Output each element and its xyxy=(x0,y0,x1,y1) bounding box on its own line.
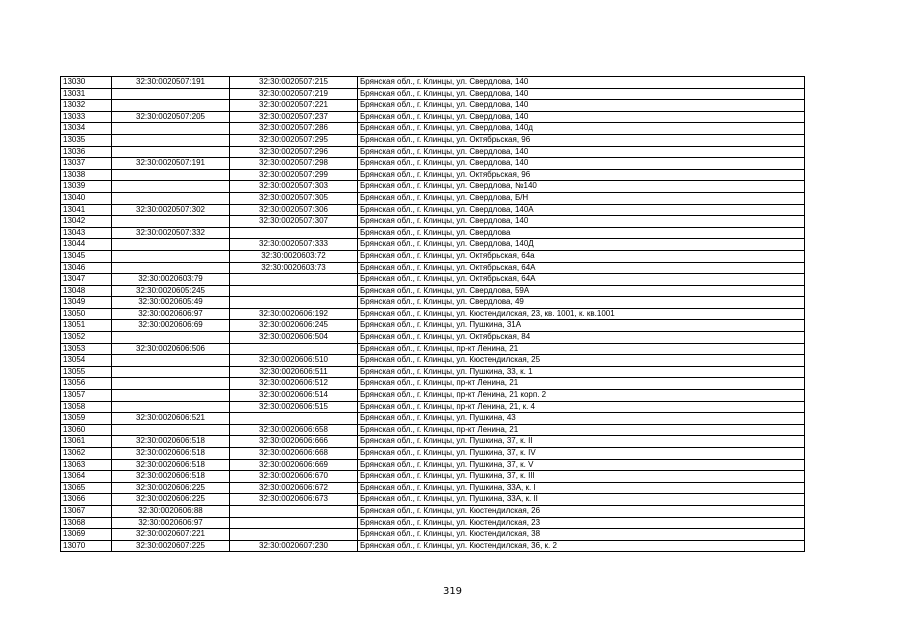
cadastral-number-cell: 32:30:0020606:192 xyxy=(230,308,358,320)
row-number-cell: 13039 xyxy=(61,181,112,193)
row-number-cell: 13048 xyxy=(61,285,112,297)
table-row xyxy=(61,158,805,170)
address-cell: Брянская обл., г. Клинцы, ул. Кюстендилская, 36, к. 2 xyxy=(358,540,805,552)
parent-cadastral-number-cell xyxy=(112,88,230,100)
row-number-cell: 13060 xyxy=(61,424,112,436)
parent-cadastral-number-cell xyxy=(112,100,230,112)
address-cell: Брянская обл., г. Клинцы, ул. Пушкина, 33, к. 1 xyxy=(358,366,805,378)
address-cell: Брянская обл., г. Клинцы, ул. Свердлова, 140 xyxy=(358,77,805,89)
row-number-cell: 13050 xyxy=(61,308,112,320)
address-cell: Брянская обл., г. Клинцы, пр-кт Ленина, 21 xyxy=(358,424,805,436)
address-cell: Брянская обл., г. Клинцы, ул. Пушкина, 37, к. II xyxy=(358,436,805,448)
parent-cadastral-number-cell xyxy=(112,169,230,181)
address-cell: Брянская обл., г. Клинцы, ул. Пушкина, 31А xyxy=(358,320,805,332)
parent-cadastral-number-cell xyxy=(112,366,230,378)
row-number-cell: 13041 xyxy=(61,204,112,216)
row-number-cell: 13051 xyxy=(61,320,112,332)
address-cell: Брянская обл., г. Клинцы, ул. Пушкина, 43 xyxy=(358,413,805,425)
address-cell: Брянская обл., г. Клинцы, ул. Кюстендилская, 23 xyxy=(358,517,805,529)
cadastral-number-cell xyxy=(230,297,358,309)
address-cell: Брянская обл., г. Клинцы, ул. Свердлова, 140 xyxy=(358,100,805,112)
cadastral-number-cell xyxy=(230,227,358,239)
address-cell: Брянская обл., г. Клинцы, ул. Свердлова, 140 xyxy=(358,111,805,123)
address-cell: Брянская обл., г. Клинцы, ул. Октябрьская, 64А xyxy=(358,274,805,286)
cadastral-number-cell: 32:30:0020606:669 xyxy=(230,459,358,471)
cadastral-number-cell: 32:30:0020507:303 xyxy=(230,181,358,193)
row-number-cell: 13053 xyxy=(61,343,112,355)
table-row xyxy=(61,274,805,286)
cadastral-number-cell: 32:30:0020606:668 xyxy=(230,448,358,460)
address-cell: Брянская обл., г. Клинцы, ул. Свердлова, 140А xyxy=(358,204,805,216)
parent-cadastral-number-cell xyxy=(112,146,230,158)
row-number-cell: 13049 xyxy=(61,297,112,309)
address-cell: Брянская обл., г. Клинцы, пр-кт Ленина, 21, к. 4 xyxy=(358,401,805,413)
parent-cadastral-number-cell xyxy=(112,250,230,262)
table-row xyxy=(61,146,805,158)
table-row xyxy=(61,88,805,100)
cadastral-number-cell: 32:30:0020507:299 xyxy=(230,169,358,181)
parent-cadastral-number-cell: 32:30:0020603:79 xyxy=(112,274,230,286)
parent-cadastral-number-cell: 32:30:0020507:332 xyxy=(112,227,230,239)
cadastral-number-cell: 32:30:0020507:305 xyxy=(230,192,358,204)
row-number-cell: 13030 xyxy=(61,77,112,89)
cadastral-number-cell: 32:30:0020606:666 xyxy=(230,436,358,448)
row-number-cell: 13043 xyxy=(61,227,112,239)
cadastral-number-cell xyxy=(230,413,358,425)
table-row xyxy=(61,169,805,181)
table-row xyxy=(61,378,805,390)
row-number-cell: 13034 xyxy=(61,123,112,135)
cadastral-number-cell: 32:30:0020507:237 xyxy=(230,111,358,123)
address-cell: Брянская обл., г. Клинцы, ул. Свердлова, 49 xyxy=(358,297,805,309)
parent-cadastral-number-cell: 32:30:0020606:225 xyxy=(112,482,230,494)
parent-cadastral-number-cell: 32:30:0020507:191 xyxy=(112,77,230,89)
parent-cadastral-number-cell: 32:30:0020606:506 xyxy=(112,343,230,355)
parent-cadastral-number-cell: 32:30:0020605:49 xyxy=(112,297,230,309)
table-row xyxy=(61,366,805,378)
table-row xyxy=(61,448,805,460)
row-number-cell: 13067 xyxy=(61,505,112,517)
row-number-cell: 13068 xyxy=(61,517,112,529)
row-number-cell: 13065 xyxy=(61,482,112,494)
parent-cadastral-number-cell xyxy=(112,332,230,344)
address-cell: Брянская обл., г. Клинцы, ул. Свердлова, 59А xyxy=(358,285,805,297)
cadastral-number-cell: 32:30:0020603:72 xyxy=(230,250,358,262)
address-cell: Брянская обл., г. Клинцы, ул. Кюстендилская, 25 xyxy=(358,355,805,367)
cadastral-number-cell xyxy=(230,343,358,355)
table-row xyxy=(61,505,805,517)
row-number-cell: 13038 xyxy=(61,169,112,181)
table-row xyxy=(61,134,805,146)
cadastral-number-cell: 32:30:0020507:295 xyxy=(230,134,358,146)
table-body xyxy=(61,77,805,552)
table-row xyxy=(61,297,805,309)
table-row xyxy=(61,77,805,89)
parent-cadastral-number-cell xyxy=(112,424,230,436)
parent-cadastral-number-cell: 32:30:0020606:69 xyxy=(112,320,230,332)
cadastral-number-cell: 32:30:0020507:286 xyxy=(230,123,358,135)
cadastral-number-cell: 32:30:0020606:514 xyxy=(230,390,358,402)
row-number-cell: 13054 xyxy=(61,355,112,367)
address-cell: Брянская обл., г. Клинцы, ул. Октябрьская, 84 xyxy=(358,332,805,344)
cadastral-number-cell: 32:30:0020507:306 xyxy=(230,204,358,216)
cadastral-number-cell xyxy=(230,517,358,529)
table-row xyxy=(61,494,805,506)
cadastral-number-cell xyxy=(230,285,358,297)
address-cell: Брянская обл., г. Клинцы, ул. Пушкина, 37, к. V xyxy=(358,459,805,471)
row-number-cell: 13031 xyxy=(61,88,112,100)
row-number-cell: 13033 xyxy=(61,111,112,123)
address-cell: Брянская обл., г. Клинцы, ул. Октябрьская, 64А xyxy=(358,262,805,274)
cadastral-number-cell: 32:30:0020507:296 xyxy=(230,146,358,158)
row-number-cell: 13032 xyxy=(61,100,112,112)
address-cell: Брянская обл., г. Клинцы, ул. Пушкина, 37, к. III xyxy=(358,471,805,483)
address-cell: Брянская обл., г. Клинцы, пр-кт Ленина, 21 xyxy=(358,343,805,355)
table-row xyxy=(61,100,805,112)
address-cell: Брянская обл., г. Клинцы, пр-кт Ленина, 21 xyxy=(358,378,805,390)
table-row xyxy=(61,482,805,494)
row-number-cell: 13056 xyxy=(61,378,112,390)
cadastral-number-cell: 32:30:0020507:219 xyxy=(230,88,358,100)
table-row xyxy=(61,285,805,297)
address-cell: Брянская обл., г. Клинцы, ул. Свердлова, №140 xyxy=(358,181,805,193)
row-number-cell: 13061 xyxy=(61,436,112,448)
parent-cadastral-number-cell: 32:30:0020607:221 xyxy=(112,529,230,541)
cadastral-number-cell: 32:30:0020507:215 xyxy=(230,77,358,89)
address-cell: Брянская обл., г. Клинцы, ул. Свердлова xyxy=(358,227,805,239)
parent-cadastral-number-cell: 32:30:0020606:88 xyxy=(112,505,230,517)
row-number-cell: 13037 xyxy=(61,158,112,170)
address-cell: Брянская обл., г. Клинцы, ул. Пушкина, 33А, к. II xyxy=(358,494,805,506)
table-row xyxy=(61,390,805,402)
cadastral-number-cell: 32:30:0020607:230 xyxy=(230,540,358,552)
address-cell: Брянская обл., г. Клинцы, ул. Свердлова, Б/Н xyxy=(358,192,805,204)
cadastral-number-cell: 32:30:0020606:673 xyxy=(230,494,358,506)
table-row xyxy=(61,262,805,274)
table-row xyxy=(61,250,805,262)
cadastral-number-cell: 32:30:0020507:307 xyxy=(230,216,358,228)
address-cell: Брянская обл., г. Клинцы, ул. Свердлова, 140 xyxy=(358,88,805,100)
table-row xyxy=(61,436,805,448)
row-number-cell: 13045 xyxy=(61,250,112,262)
row-number-cell: 13035 xyxy=(61,134,112,146)
parent-cadastral-number-cell xyxy=(112,134,230,146)
parent-cadastral-number-cell xyxy=(112,401,230,413)
row-number-cell: 13069 xyxy=(61,529,112,541)
row-number-cell: 13062 xyxy=(61,448,112,460)
cadastral-number-cell: 32:30:0020606:511 xyxy=(230,366,358,378)
address-cell: Брянская обл., г. Клинцы, ул. Свердлова, 140Д xyxy=(358,239,805,251)
parent-cadastral-number-cell: 32:30:0020607:225 xyxy=(112,540,230,552)
table-row xyxy=(61,343,805,355)
cadastral-number-cell: 32:30:0020507:333 xyxy=(230,239,358,251)
table-row xyxy=(61,413,805,425)
row-number-cell: 13066 xyxy=(61,494,112,506)
table-row xyxy=(61,181,805,193)
cadastral-number-cell: 32:30:0020507:221 xyxy=(230,100,358,112)
address-cell: Брянская обл., г. Клинцы, ул. Октябрьская, 96 xyxy=(358,169,805,181)
parent-cadastral-number-cell: 32:30:0020507:205 xyxy=(112,111,230,123)
parent-cadastral-number-cell xyxy=(112,239,230,251)
parent-cadastral-number-cell xyxy=(112,355,230,367)
address-cell: Брянская обл., г. Клинцы, ул. Октябрьская, 96 xyxy=(358,134,805,146)
table-row xyxy=(61,308,805,320)
cadastral-number-cell xyxy=(230,274,358,286)
table-row xyxy=(61,123,805,135)
address-cell: Брянская обл., г. Клинцы, пр-кт Ленина, 21 корп. 2 xyxy=(358,390,805,402)
address-cell: Брянская обл., г. Клинцы, ул. Кюстендилская, 23, кв. 1001, к. кв.1001 xyxy=(358,308,805,320)
address-cell: Брянская обл., г. Клинцы, ул. Свердлова, 140 xyxy=(358,216,805,228)
cadastral-number-cell: 32:30:0020507:298 xyxy=(230,158,358,170)
parent-cadastral-number-cell xyxy=(112,390,230,402)
row-number-cell: 13052 xyxy=(61,332,112,344)
address-cell: Брянская обл., г. Клинцы, ул. Пушкина, 33А, к. I xyxy=(358,482,805,494)
table-row xyxy=(61,111,805,123)
cadastral-number-cell: 32:30:0020606:512 xyxy=(230,378,358,390)
parent-cadastral-number-cell: 32:30:0020606:521 xyxy=(112,413,230,425)
address-cell: Брянская обл., г. Клинцы, ул. Пушкина, 37, к. IV xyxy=(358,448,805,460)
row-number-cell: 13040 xyxy=(61,192,112,204)
row-number-cell: 13044 xyxy=(61,239,112,251)
cadastral-number-cell: 32:30:0020606:515 xyxy=(230,401,358,413)
table-row xyxy=(61,204,805,216)
parent-cadastral-number-cell: 32:30:0020606:518 xyxy=(112,471,230,483)
parent-cadastral-number-cell: 32:30:0020606:97 xyxy=(112,308,230,320)
row-number-cell: 13036 xyxy=(61,146,112,158)
row-number-cell: 13063 xyxy=(61,459,112,471)
table-row xyxy=(61,192,805,204)
address-cell: Брянская обл., г. Клинцы, ул. Свердлова, 140 xyxy=(358,158,805,170)
table-row xyxy=(61,239,805,251)
cadastral-number-cell xyxy=(230,505,358,517)
table-row xyxy=(61,227,805,239)
cadastral-number-cell: 32:30:0020606:672 xyxy=(230,482,358,494)
parent-cadastral-number-cell: 32:30:0020605:245 xyxy=(112,285,230,297)
cadastral-number-cell: 32:30:0020606:658 xyxy=(230,424,358,436)
address-cell: Брянская обл., г. Клинцы, ул. Кюстендилская, 26 xyxy=(358,505,805,517)
row-number-cell: 13046 xyxy=(61,262,112,274)
row-number-cell: 13042 xyxy=(61,216,112,228)
row-number-cell: 13064 xyxy=(61,471,112,483)
table-row xyxy=(61,355,805,367)
table-row xyxy=(61,459,805,471)
parent-cadastral-number-cell xyxy=(112,123,230,135)
row-number-cell: 13059 xyxy=(61,413,112,425)
parent-cadastral-number-cell: 32:30:0020606:97 xyxy=(112,517,230,529)
cadastral-number-cell: 32:30:0020603:73 xyxy=(230,262,358,274)
parent-cadastral-number-cell xyxy=(112,378,230,390)
cadastral-number-cell: 32:30:0020606:510 xyxy=(230,355,358,367)
parent-cadastral-number-cell xyxy=(112,216,230,228)
table-row xyxy=(61,216,805,228)
parent-cadastral-number-cell: 32:30:0020606:225 xyxy=(112,494,230,506)
table-row xyxy=(61,401,805,413)
row-number-cell: 13055 xyxy=(61,366,112,378)
table-row xyxy=(61,517,805,529)
cadastral-register-table xyxy=(60,76,805,552)
row-number-cell: 13058 xyxy=(61,401,112,413)
cadastral-number-cell: 32:30:0020606:245 xyxy=(230,320,358,332)
row-number-cell: 13070 xyxy=(61,540,112,552)
row-number-cell: 13047 xyxy=(61,274,112,286)
parent-cadastral-number-cell xyxy=(112,181,230,193)
parent-cadastral-number-cell: 32:30:0020606:518 xyxy=(112,436,230,448)
cadastral-number-cell: 32:30:0020606:504 xyxy=(230,332,358,344)
address-cell: Брянская обл., г. Клинцы, ул. Октябрьская, 64а xyxy=(358,250,805,262)
table-row xyxy=(61,471,805,483)
address-cell: Брянская обл., г. Клинцы, ул. Свердлова, 140д xyxy=(358,123,805,135)
table-row xyxy=(61,320,805,332)
address-cell: Брянская обл., г. Клинцы, ул. Свердлова, 140 xyxy=(358,146,805,158)
row-number-cell: 13057 xyxy=(61,390,112,402)
page-number: 319 xyxy=(442,586,463,597)
parent-cadastral-number-cell xyxy=(112,192,230,204)
parent-cadastral-number-cell: 32:30:0020606:518 xyxy=(112,459,230,471)
table-row xyxy=(61,424,805,436)
cadastral-number-cell: 32:30:0020606:670 xyxy=(230,471,358,483)
table-row xyxy=(61,540,805,552)
table-row xyxy=(61,332,805,344)
table-row xyxy=(61,529,805,541)
parent-cadastral-number-cell xyxy=(112,262,230,274)
cadastral-number-cell xyxy=(230,529,358,541)
parent-cadastral-number-cell: 32:30:0020606:518 xyxy=(112,448,230,460)
parent-cadastral-number-cell: 32:30:0020507:191 xyxy=(112,158,230,170)
address-cell: Брянская обл., г. Клинцы, ул. Кюстендилская, 38 xyxy=(358,529,805,541)
parent-cadastral-number-cell: 32:30:0020507:302 xyxy=(112,204,230,216)
